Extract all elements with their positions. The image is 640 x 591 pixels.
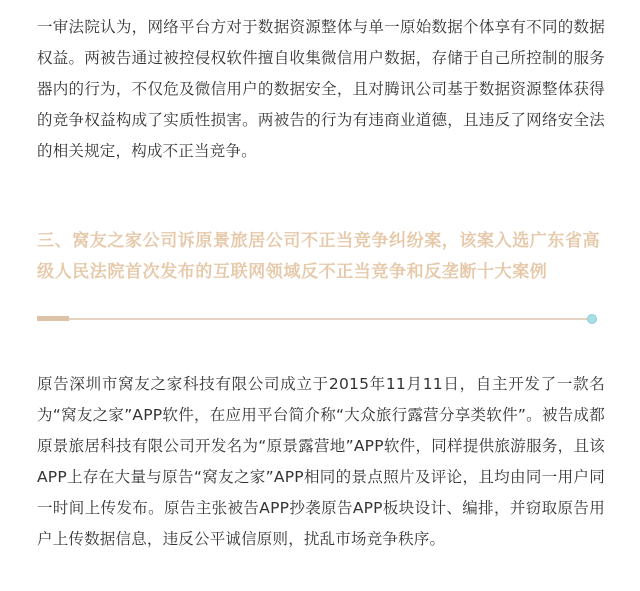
- divider-dot-icon: [587, 314, 597, 324]
- section-divider: [37, 315, 597, 323]
- paragraph-court-opinion: 一审法院认为，网络平台方对于数据资源整体与单一原始数据个体享有不同的数据权益。两被告通过被控侵权软件擅自收集微信用户数据，存储于自己所控制的服务器内的行为，不仅危及微信用户的数据安全，且对腾讯公司基于数据资源整体获得的竞争权益构成了实质性损害。两被告的行为有违商业道德，且违反了网络安全法的相关规定，构成不正当竞争。: [37, 18, 605, 160]
- paragraph-case-facts: 原告深圳市窝友之家科技有限公司成立于2015年11月11日，自主开发了一款名为“窝友之家”APP软件，在应用平台简介称“大众旅行露营分享类软件”。被告成都原景旅居科技有限公司开发名为“原景露营地”APP软件，同样提供旅游服务，且该APP上存在大量与原告“窝友之家”APP相同的景点照片及评论，且均由同一用户同一时间上传发布。原告主张被告APP抄袭原告APP板块设计、编排，并窃取原告用户上传数据信息，违反公平诚信原则，扰乱市场竞争秩序。: [37, 375, 605, 548]
- divider-line: [37, 318, 589, 320]
- divider-accent-bar: [37, 316, 69, 321]
- section-heading-case-three: 三、窝友之家公司诉原景旅居公司不正当竞争纠纷案，该案入选广东省高级人民法院首次发布的互联网领域反不正当竞争和反垄断十大案例: [37, 231, 601, 282]
